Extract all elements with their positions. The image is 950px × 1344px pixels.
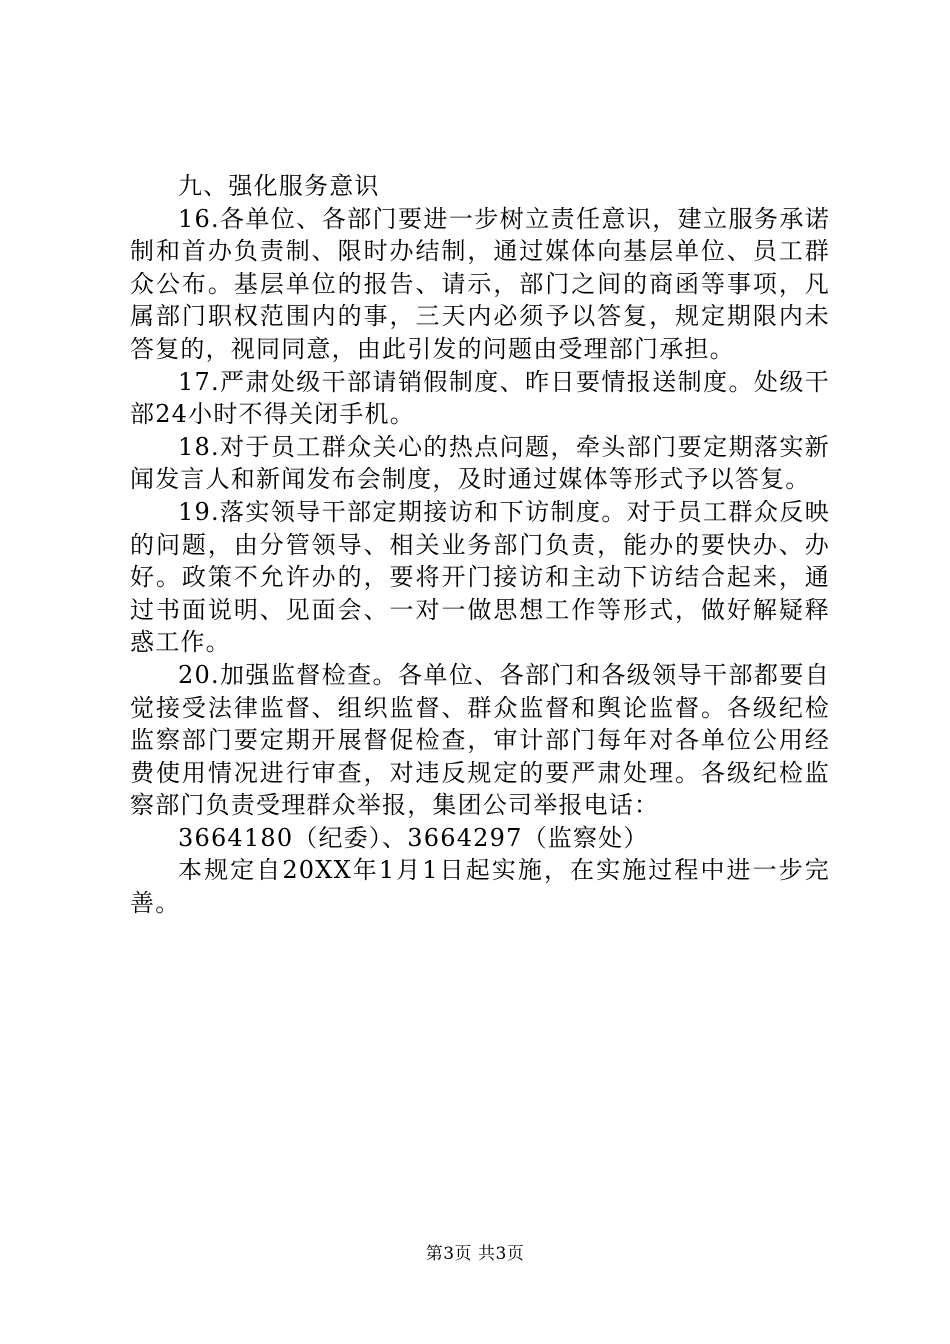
paragraph-19: 19.落实领导干部定期接访和下访制度。对于员工群众反映的问题，由分管领导、相关业务部门负责，能办的要快办、办好。政策不允许办的，要将开门接访和主动下访结合起来，通过书面说明、见面会、一对一做思想工作等形式，做好解疑释惑工作。: [130, 497, 830, 657]
page-number-footer: 第3页 共3页: [425, 1244, 525, 1264]
paragraph-16: 16.各单位、各部门要进一步树立责任意识，建立服务承诺制和首办负责制、限时办结制，通过媒体向基层单位、员工群众公布。基层单位的报告、请示，部门之间的商函等事项，凡属部门职权范围内的事，三天内必须予以答复，规定期限内未答复的，视同同意，由此引发的问题由受理部门承担。: [130, 204, 830, 363]
paragraph-20: 20.加强监督检查。各单位、各部门和各级领导干部都要自觉接受法律监督、组织监督、群众监督和舆论监督。各级纪检监察部门要定期开展督促检查，审计部门每年对各单位公用经费使用情况进行审查，对违反规定的要严肃处理。各级纪检监察部门负责受理群众举报，集团公司举报电话：: [130, 660, 830, 820]
document-body: [130, 170, 830, 920]
phone-numbers: 3664180（纪委）、3664297（监察处）: [178, 823, 649, 852]
section-heading: 九、强化服务意识: [178, 172, 380, 200]
paragraph-17: 17.严肃处级干部请销假制度、昨日要情报送制度。处级干部24小时不得关闭手机。: [130, 367, 830, 429]
effective-date-paragraph: 本规定自20XX年1月1日起实施，在实施过程中进一步完善。: [130, 856, 830, 918]
paragraph-18: 18.对于员工群众关心的热点问题，牵头部门要定期落实新闻发言人和新闻发布会制度，及时通过媒体等形式予以答复。: [130, 432, 830, 494]
